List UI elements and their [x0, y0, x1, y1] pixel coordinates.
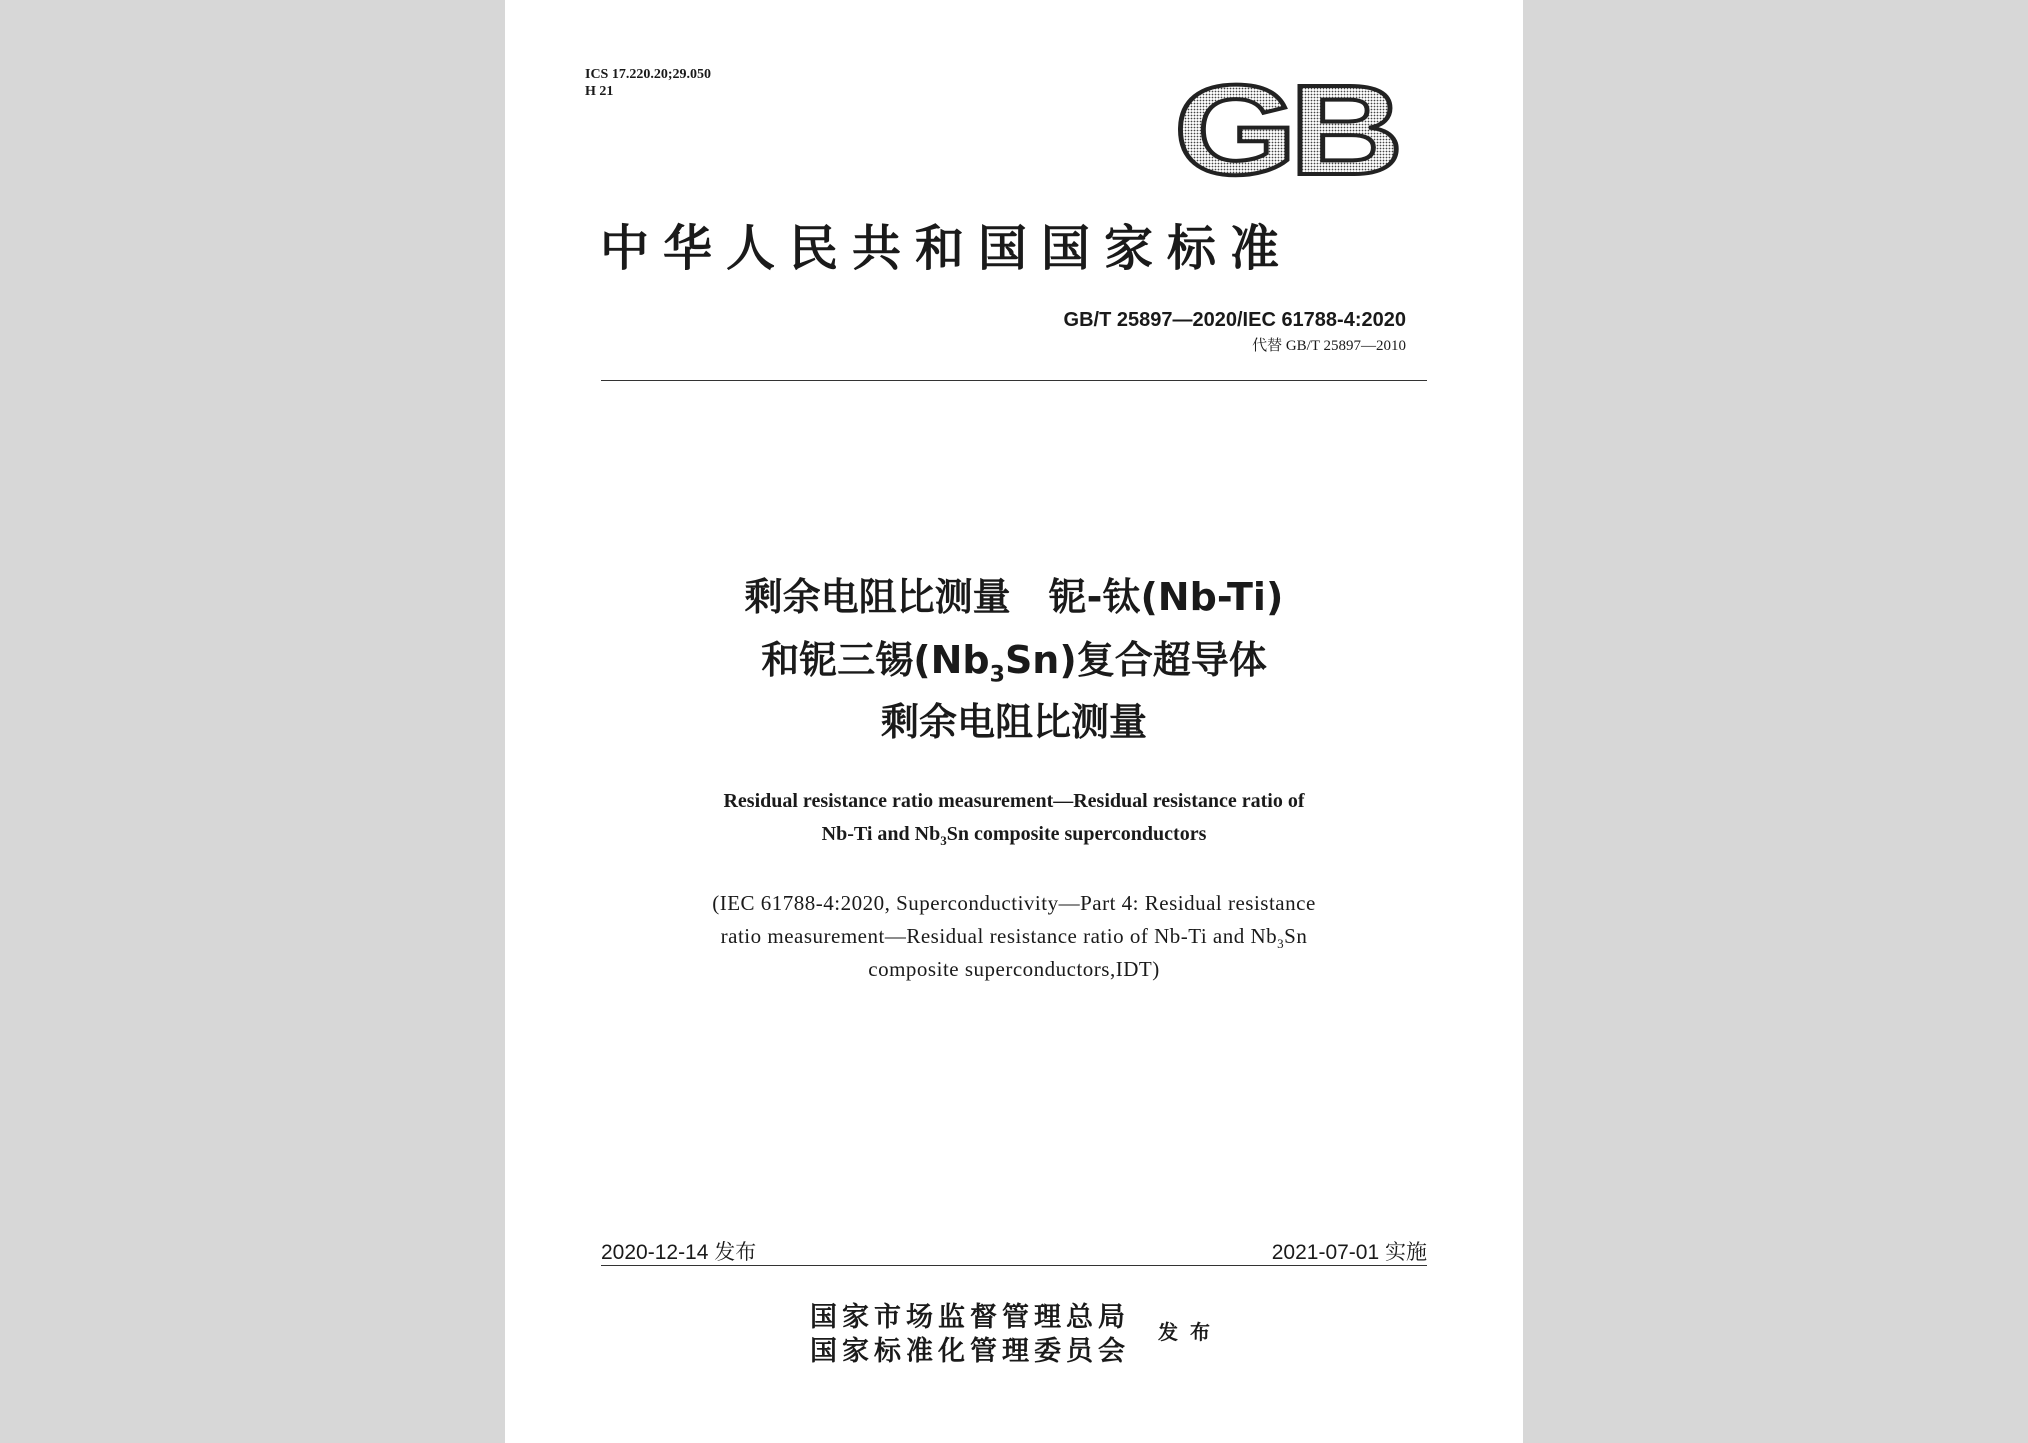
- iec-ref-line2: [505, 924, 1523, 952]
- classification-codes: [585, 66, 711, 100]
- title-en-line2-post: Sn composite superconductors: [946, 823, 1207, 845]
- title-en-line1: Residual resistance ratio measurement—Residual resistance ratio of: [723, 790, 1305, 812]
- national-standard-title: 中华人民共和国国家标准: [600, 219, 1294, 277]
- iec-ref-line3: composite superconductors,IDT): [868, 957, 1160, 981]
- title-cn-line2-sub: 3: [989, 662, 1005, 688]
- implementation-date: 2021-07-01 实施: [1271, 1241, 1427, 1264]
- footer-divider: [601, 1265, 1427, 1266]
- gb-logo-text: GB: [1174, 78, 1397, 188]
- document-page: [505, 0, 1523, 1443]
- replaces-standard: 代替 GB/T 25897—2010: [1252, 338, 1406, 354]
- gb-logo: [1172, 78, 1402, 188]
- title-en-line2: [505, 823, 1523, 849]
- title-cn-line3: 剩余电阻比测量: [880, 700, 1147, 744]
- iec-ref-line2-post: Sn: [1284, 924, 1308, 948]
- title-cn-line2: [505, 638, 1523, 688]
- ccs-code: H 21: [585, 84, 614, 99]
- iec-ref-line2-pre: ratio measurement—Residual resistance ratio of Nb-Ti and Nb: [720, 924, 1278, 948]
- issuer-samr: 国家市场监督管理总局: [810, 1302, 1130, 1333]
- title-cn-line1: 剩余电阻比测量 铌-钛(Nb-Ti): [744, 575, 1284, 619]
- title-en-line2-pre: Nb-Ti and Nb: [821, 823, 941, 845]
- header-divider: [601, 380, 1427, 381]
- standard-number: GB/T 25897—2020/IEC 61788-4:2020: [1063, 309, 1406, 331]
- iec-ref-line2-sub: 3: [1277, 936, 1285, 952]
- title-en-line2-sub: 3: [940, 833, 947, 848]
- title-cn-line2-pre: 和铌三锡(Nb: [761, 638, 990, 682]
- publish-label: 发布: [1158, 1320, 1222, 1344]
- issue-date: 2020-12-14 发布: [601, 1241, 757, 1264]
- iec-ref-line1: (IEC 61788-4:2020, Superconductivity—Part 4: Residual resistance: [712, 891, 1316, 915]
- issuer-sac: 国家标准化管理委员会: [810, 1336, 1130, 1367]
- title-cn-line2-post: Sn)复合超导体: [1004, 638, 1267, 682]
- ics-code: ICS 17.220.20;29.050: [585, 67, 712, 82]
